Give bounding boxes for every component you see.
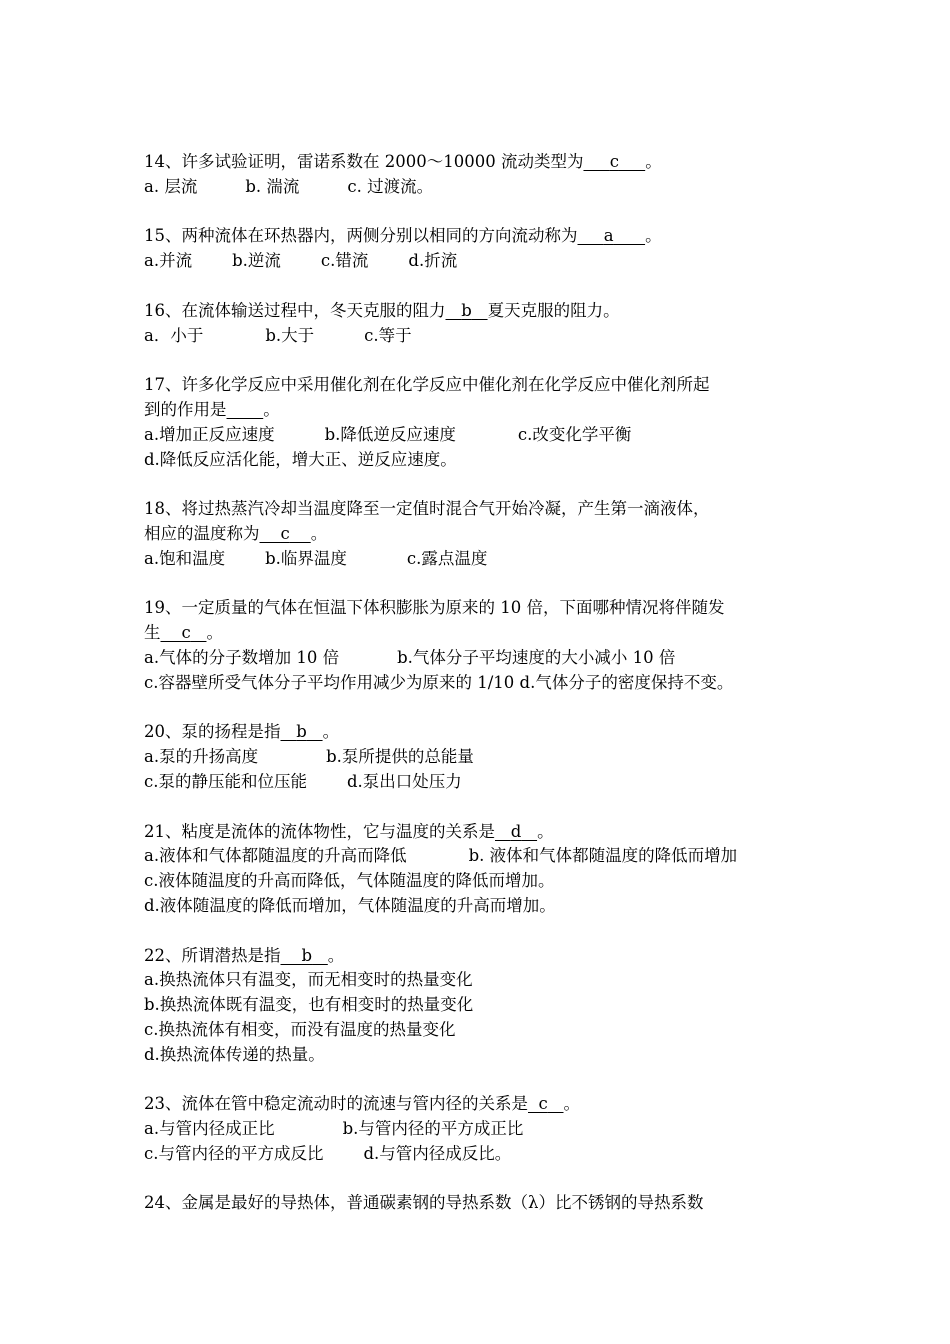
options-row: [144, 547, 824, 572]
option-text: b.气体分子平均速度的大小减小 10 倍: [397, 647, 676, 667]
question-stem-line: [144, 150, 824, 175]
question-block: [144, 373, 824, 472]
blank-padding: [281, 722, 297, 741]
answer-letter: a: [603, 226, 614, 246]
options-row: [144, 1117, 824, 1142]
options-row: [144, 671, 824, 696]
options-row: [144, 745, 824, 770]
option-text: b.换热流体既有温变，也有相变时的热量变化: [144, 995, 474, 1015]
question-stem-line: [144, 820, 824, 845]
option-text: c. 过渡流。: [347, 176, 434, 196]
question-stem-line: [144, 1191, 824, 1216]
options-row: [144, 894, 824, 919]
option-text: c.等于: [364, 325, 412, 345]
question-block: [144, 299, 824, 349]
question-stem-line: [144, 596, 824, 621]
question-stem-text: 23、流体在管中稳定流动时的流速与管内径的关系是: [144, 1094, 528, 1114]
question-stem-line: [144, 398, 824, 423]
option-text: a.增加正反应速度: [144, 424, 275, 444]
option-text: c.错流: [320, 251, 369, 271]
option-text: b.逆流: [232, 251, 281, 271]
option-text: d.与管内径成反比。: [363, 1143, 512, 1163]
answer-letter: b: [296, 722, 307, 742]
option-text: b.与管内径的平方成正比: [342, 1119, 524, 1139]
question-stem-line: [144, 224, 824, 249]
option-text: d.液体随温度的降低而增加，气体随温度的升高而增加。: [144, 895, 556, 915]
blank-padding: [619, 152, 645, 171]
option-text: a.与管内径成正比: [144, 1119, 275, 1139]
option-text: d.折流: [408, 251, 458, 271]
blank-padding: [495, 822, 511, 841]
question-stem-end: 。: [563, 1094, 580, 1114]
blank-padding: [191, 623, 207, 642]
blank-padding: [521, 822, 537, 841]
answer-blank: [446, 301, 488, 320]
option-text: b. 湍流: [245, 176, 300, 196]
question-block: [144, 720, 824, 794]
options-row: [144, 993, 824, 1018]
answer-blank: [161, 623, 207, 642]
question-stem-line: [144, 944, 824, 969]
answer-letter: b: [461, 300, 472, 320]
blank-padding: [281, 946, 302, 965]
option-text: d.降低反应活化能，增大正、逆反应速度。: [144, 449, 457, 469]
question-block: [144, 497, 824, 571]
option-text: a. 层流: [144, 176, 198, 196]
question-stem-text: 17、许多化学反应中采用催化剂在化学反应中催化剂在化学反应中催化剂所起: [144, 375, 710, 395]
question-stem-end: 。: [310, 523, 328, 543]
question-stem-end: 。: [322, 722, 340, 742]
options-row: [144, 646, 824, 671]
option-text: a.液体和气体都随温度的升高而降低: [144, 846, 407, 866]
options-row: [144, 770, 824, 795]
question-list: [144, 150, 824, 1241]
options-row: [144, 1043, 824, 1068]
blank-padding: [307, 722, 323, 741]
option-text: b.泵所提供的总能量: [326, 747, 474, 767]
options-row: [144, 1018, 824, 1043]
question-stem-text: 21、粘度是流体的流体物性，它与温度的关系是: [144, 821, 495, 841]
options-row: [144, 844, 824, 869]
options-row: [144, 249, 824, 274]
option-text: a.泵的升扬高度: [144, 747, 259, 767]
option-text: a.饱和温度: [144, 548, 226, 568]
question-stem-text: 相应的温度称为: [144, 523, 260, 543]
question-stem-text: 19、一定质量的气体在恒温下体积膨胀为原来的 10 倍，下面哪种情况将伴随发: [144, 598, 725, 618]
question-stem-text: 20、泵的扬程是指: [144, 722, 281, 742]
answer-letter: b: [301, 945, 313, 965]
blank-padding: [548, 1094, 564, 1113]
option-text: c.换热流体有相变，而没有温度的热量变化: [144, 1019, 456, 1039]
options-row: [144, 968, 824, 993]
question-stem-line: [144, 373, 824, 398]
question-block: [144, 1092, 824, 1166]
option-text: a．小于: [144, 325, 204, 345]
answer-blank: [227, 400, 264, 419]
question-block: [144, 224, 824, 274]
answer-blank: [260, 524, 311, 543]
option-text: c.液体随温度的升高而降低，气体随温度的降低而增加。: [144, 871, 555, 891]
blank-padding: [614, 226, 645, 245]
blank-padding: [312, 946, 328, 965]
question-stem-line: [144, 720, 824, 745]
blank-padding: [290, 524, 311, 543]
question-stem-text: 18、将过热蒸汽冷却当温度降至一定值时混合气开始冷凝，产生第一滴液体，: [144, 499, 710, 519]
question-stem-line: [144, 621, 824, 646]
question-block: [144, 596, 824, 695]
answer-blank: [528, 1094, 564, 1113]
option-text: b.降低逆反应速度: [324, 424, 456, 444]
option-text: b.临界温度: [265, 548, 347, 568]
question-stem-line: [144, 497, 824, 522]
option-text: c.改变化学平衡: [517, 424, 632, 444]
question-stem-end: 。: [645, 226, 662, 246]
blank-padding: [472, 301, 488, 320]
blank-padding: [260, 524, 281, 543]
answer-blank: [578, 226, 646, 245]
options-row: [144, 869, 824, 894]
answer-blank: [495, 822, 537, 841]
question-stem-text: 16、在流体输送过程中，冬天克服的阻力: [144, 300, 446, 320]
question-stem-line: [144, 299, 824, 324]
options-row: [144, 448, 824, 473]
answer-letter: c: [609, 152, 619, 171]
option-text: c.露点温度: [406, 548, 488, 568]
answer-letter: d: [510, 821, 522, 841]
option-text: d.换热流体传递的热量。: [144, 1044, 325, 1064]
options-row: [144, 175, 824, 200]
question-stem-text: 24、金属是最好的导热体，普通碳素钢的导热系数（λ）比不锈钢的导热系数: [144, 1193, 704, 1213]
blank-padding: [583, 152, 609, 171]
options-row: [144, 1142, 824, 1167]
question-block: [144, 1191, 824, 1216]
answer-letter: c: [181, 623, 191, 643]
answer-blank: [281, 946, 328, 965]
question-block: [144, 944, 824, 1068]
option-text: a.换热流体只有温变，而无相变时的热量变化: [144, 970, 473, 990]
question-stem-text: 到的作用是: [144, 399, 227, 419]
option-text: c.泵的静压能和位压能: [144, 771, 307, 791]
option-text: b.大于: [265, 325, 315, 345]
answer-blank: [583, 152, 645, 171]
answer-blank: [281, 722, 323, 741]
option-text: d.泵出口处压力: [347, 771, 462, 791]
question-stem-text: 22、所谓潜热是指: [144, 945, 281, 965]
question-stem-end: 。: [327, 945, 345, 965]
question-block: [144, 820, 824, 919]
question-stem-end: 。: [537, 821, 554, 841]
question-stem-end: 。: [263, 399, 280, 419]
question-stem-text: 14、许多试验证明，雷诺系数在 2000～10000 流动类型为: [144, 152, 584, 171]
blank-padding: [161, 623, 182, 642]
option-text: a.气体的分子数增加 10 倍: [144, 647, 340, 667]
question-stem-end: 夏天克服的阻力。: [487, 300, 620, 320]
option-text: c.与管内径的平方成反比: [144, 1143, 324, 1163]
option-text: a.并流: [144, 251, 193, 271]
option-text: b. 液体和气体都随温度的降低而增加: [468, 846, 738, 866]
blank-padding: [227, 400, 264, 419]
options-row: [144, 324, 824, 349]
option-text: c.容器壁所受气体分子平均作用减少为原来的 1/10 d.气体分子的密度保持不变。: [144, 672, 734, 692]
question-stem-line: [144, 522, 824, 547]
blank-padding: [578, 226, 604, 245]
question-block: [144, 150, 824, 200]
question-stem-end: 。: [206, 623, 223, 643]
options-row: [144, 423, 824, 448]
question-stem-text: 15、两种流体在环热器内，两侧分别以相同的方向流动称为: [144, 226, 578, 246]
blank-padding: [528, 1094, 539, 1113]
question-stem-text: 生: [144, 623, 161, 643]
answer-letter: c: [280, 523, 290, 543]
question-stem-line: [144, 1092, 824, 1117]
blank-padding: [446, 301, 462, 320]
answer-letter: c: [538, 1094, 548, 1114]
question-stem-end: 。: [645, 152, 662, 171]
